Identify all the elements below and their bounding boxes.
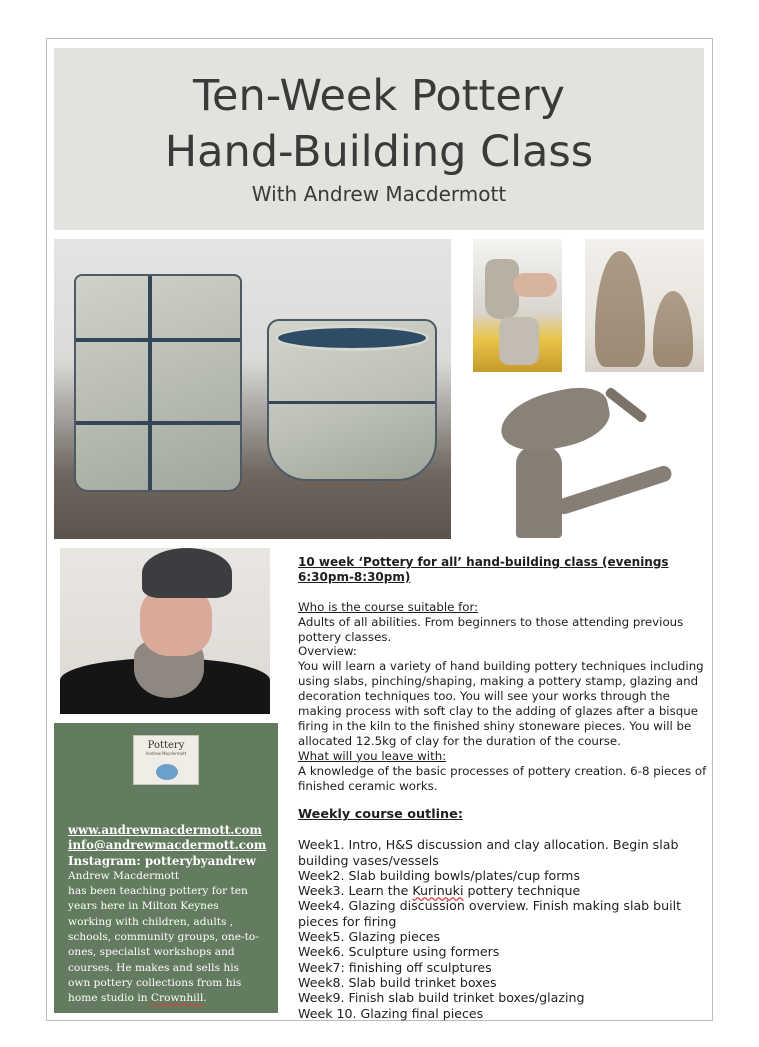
bio-name: Andrew Macdermott: [68, 869, 180, 882]
leave-text: A knowledge of the basic processes of pottery creation. 6-8 pieces of finished ceramic works.: [298, 763, 707, 793]
week-item: Week1. Intro, H&S discussion and clay allocation. Begin slab building vases/vessels: [298, 837, 679, 868]
instagram-handle: Instagram: potterybyandrew: [68, 853, 256, 868]
gnomes-photo: [585, 239, 704, 372]
title-banner: [54, 48, 704, 230]
page-title: [54, 68, 704, 180]
course-description: [298, 555, 716, 1021]
week-item: Week7: finishing off sculptures: [298, 959, 492, 975]
teacher-portrait-photo: [60, 548, 270, 714]
overview-label: Overview:: [298, 644, 357, 659]
week-item: Week8. Slab build trinket boxes: [298, 974, 497, 990]
leave-label: What will you leave with:: [298, 748, 447, 763]
website-link[interactable]: www.andrewmacdermott.com: [68, 823, 262, 837]
suitable-text: Adults of all abilities. From beginners to those attending previous pottery classes.: [298, 614, 684, 644]
week-item: Week3. Learn the Kurinuki pottery technique: [298, 883, 581, 899]
week-list: [298, 837, 716, 1021]
short-pot: [267, 319, 437, 481]
bio-text: has been teaching pottery for ten years here in Milton Keynes working with children, adults , schools, community groups, one-to-ones, specialist workshops and courses. He makes and sells his own pottery collections from his home studio in Crownhill.: [68, 885, 259, 1005]
week-item: Week9. Finish slab build trinket boxes/glazing: [298, 990, 585, 1006]
week-item: Week2. Slab building bowls/plates/cup forms: [298, 867, 581, 883]
contact-panel: [54, 723, 278, 1013]
week-item: Week 10. Glazing final pieces: [298, 1005, 484, 1021]
bird-sculpture-photo: [490, 378, 704, 538]
page-subtitle: With Andrew Macdermott: [251, 182, 507, 206]
email-link[interactable]: info@andrewmacdermott.com: [68, 838, 267, 853]
pottery-logo: Pottery Andrew Macdermott: [133, 735, 199, 785]
wheel-photo: [473, 239, 562, 372]
contact-info: [68, 823, 267, 1007]
week-item: Week6. Sculpture using formers: [298, 944, 500, 960]
suitable-label: Who is the course suitable for:: [298, 599, 479, 614]
week-item: Week4. Glazing discussion overview. Finish making slab built pieces for firing: [298, 898, 682, 929]
outline-title: Weekly course outline:: [298, 807, 463, 823]
pots-photo: [54, 239, 451, 539]
week-item: Week5. Glazing pieces: [298, 929, 441, 945]
title-line-1: Ten-Week Pottery: [193, 71, 565, 121]
overview-text: You will learn a variety of hand building pottery techniques including using slabs, pinching/shaping, making a pottery stamp, glazing and decoration techniques too. You will see your works through the making process with soft clay to the adding of glazes after a bisque firing in the kiln to the finished shiny stoneware pieces. You will be allocated 12.5kg of clay for the duration of the course.: [298, 659, 704, 748]
title-line-2: Hand-Building Class: [164, 127, 594, 177]
tall-pot: [74, 274, 242, 492]
course-heading: 10 week ‘Pottery for all’ hand-building class (evenings 6:30pm-8:30pm): [298, 555, 669, 584]
